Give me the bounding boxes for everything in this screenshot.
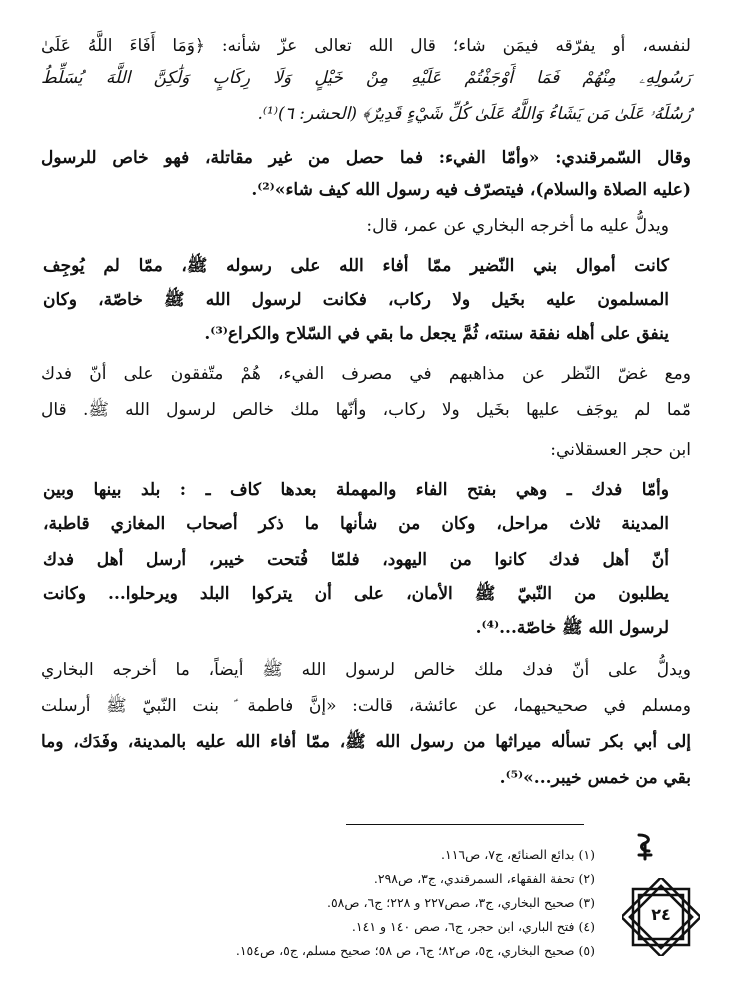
ornament-icon [635,833,655,861]
hadith-line-3: ينفق على أهله نفقة سنته، ثُمَّ يجعل ما بقي في السّلاح والكراع⁽³⁾. [204,324,669,344]
body-line-4: ويدلُّ عليه ما أخرجه البخاري عن عمر، قال: [366,216,669,236]
body-line-10: إلى أبي بكر تسأله ميراثها من رسول الله ﷺ، ممّا أفاء الله عليه بالمدينة، وفَدَك، وما [41,732,691,752]
quran-verse-line-1: رَسُولِهِۦ مِنْهُمْ فَمَا أَوْجَفْتُمْ عَلَيْهِ مِنْ خَيْلٍ وَلَا رِكَابٍ وَلَٰكِنَّ اللَّهَ يُسَلِّطُ [41,68,691,88]
quote-line-4: يطلبون من النّبيّ ﷺ الأمان، على أن يتركوا البلد ويرحلوا... وكانت [43,584,669,604]
body-line-11: بقي من خمس خيبر...»⁽⁵⁾. [499,768,691,788]
footnote-5: (٥) صحيح البخاري، ج٥، ص٨٢؛ ج٦، ص ٥٨؛ صحيح مسلم، ج٥، ص١٥٤. [235,943,595,958]
footnote-3: (٣) صحيح البخاري، ج٣، صص٢٢٧ و ٢٢٨؛ ج٦، ص٥٨. [326,895,595,910]
hadith-line-2: المسلمون عليه بخَيل ولا ركاب، فكانت لرسول الله ﷺ خاصّة، وكان [43,290,669,310]
quote-line-3: أنّ أهل فدك كانوا من اليهود، فلمّا فُتحت خيبر، أرسل أهل فدك [43,550,669,570]
hadith-line-1: كانت أموال بني النّضير ممّا أفاء الله على رسوله ﷺ، ممّا لم يُوجِف [43,256,669,276]
footnote-4: (٤) فتح الباري، ابن حجر، ج٦، صص ١٤٠ و ١٤١. [351,919,595,934]
quote-line-5: لرسول الله ﷺ خاصّة...⁽⁴⁾. [475,618,669,638]
body-line-8: ويدلُّ على أنّ فدك ملك خالص لرسول الله ﷺ أيضاً، ما أخرجه البخاري [41,660,691,680]
body-line-1: لنفسه، أو يفرّقه فيمَن شاء؛ قال الله تعالى عزّ شأنه: ﴿وَمَا أَفَاءَ اللَّهُ عَلَىٰ [41,36,691,56]
body-line-6: مّما لم يوجَف عليها بخَيل ولا ركاب، وأنّها ملك خالص لرسول الله ﷺ. قال [41,400,691,420]
body-line-2: وقال السّمرقندي: «وأمّا الفيء: فما حصل من غير مقاتلة، فهو خاص للرسول [41,148,691,168]
footnote-1: (١) بدائع الصنائع، ج٧، ص١١٦. [441,847,595,862]
page-number: ٢٤ [651,905,671,924]
quote-line-1: وأمّا فدك ـ وهي بفتح الفاء والمهملة بعدها كاف ـ : بلد بينها وبين [43,480,669,500]
quran-verse-line-2: رُسُلَهُۥ عَلَىٰ مَن يَشَاءُ وَاللَّهُ عَلَىٰ كُلِّ شَيْءٍ قَدِيرٌ﴾ (الحشر: ٦)⁽¹⁾. [257,104,691,124]
footnote-separator [346,824,584,825]
body-line-7: ابن حجر العسقلاني: [550,440,691,460]
body-line-5: ومع غضّ النّظر عن مذاهبهم في مصرف الفيء، هُمْ متّفقون على أنّ فدك [41,364,691,384]
body-line-9: ومسلم في صحيحيهما، عن عائشة، قالت: «إنَّ فاطمة ؑ بنت النّبيّ ﷺ أرسلت [41,696,691,716]
footnote-2: (٢) تحفة الفقهاء، السمرقندي، ج٣، ص٢٩٨. [373,871,595,886]
quote-line-2: المدينة ثلاث مراحل، وكان من شأنها ما ذكر أصحاب المغازي قاطبة، [43,514,669,534]
body-line-3: (عليه الصلاة والسلام)، فيتصرّف فيه رسول الله كيف شاء»⁽²⁾. [251,180,691,200]
